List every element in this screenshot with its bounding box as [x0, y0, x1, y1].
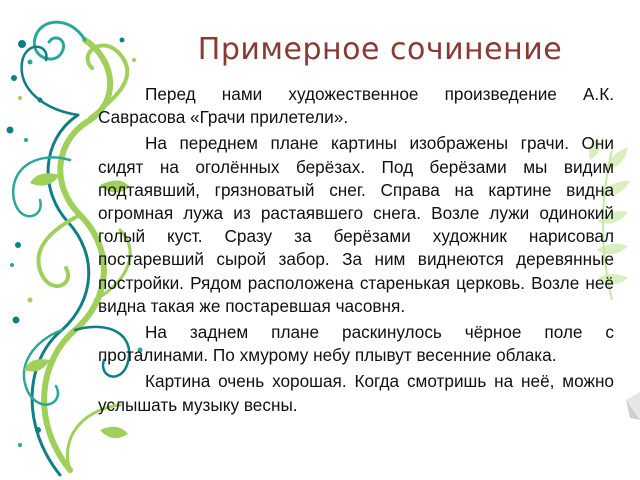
paragraph-background: На заднем плане раскинулось чёрное поле с проталинами. По хмурому небу плывут весенние облака. — [98, 322, 614, 366]
paragraph-conclusion: Картина очень хорошая. Когда смотришь на неё, можно услышать музыку весны. — [98, 371, 614, 415]
paragraph-intro: Перед нами художественное произведение А.К. Саврасова «Грачи прилетели». — [98, 84, 614, 128]
page-title: Примерное сочинение — [197, 32, 563, 67]
page-curl-corner — [626, 392, 640, 420]
paragraph-foreground: На переднем плане картины изображены грачи. Они сидят на оголённых берёзах. Под берёзами мы видим подтаявший, грязноватый снег. Справа на картине видна огромная лужа из растаявшего снега. Возле лужи одинокий голый куст. Сразу за берёзами художник нарисовал постаревший сырой забор. За ним виднеются деревянные постройки. Рядом расположена старенькая церковь. Возле неё видна такая же постаревшая часовня. — [98, 133, 614, 316]
essay-body — [98, 83, 614, 420]
